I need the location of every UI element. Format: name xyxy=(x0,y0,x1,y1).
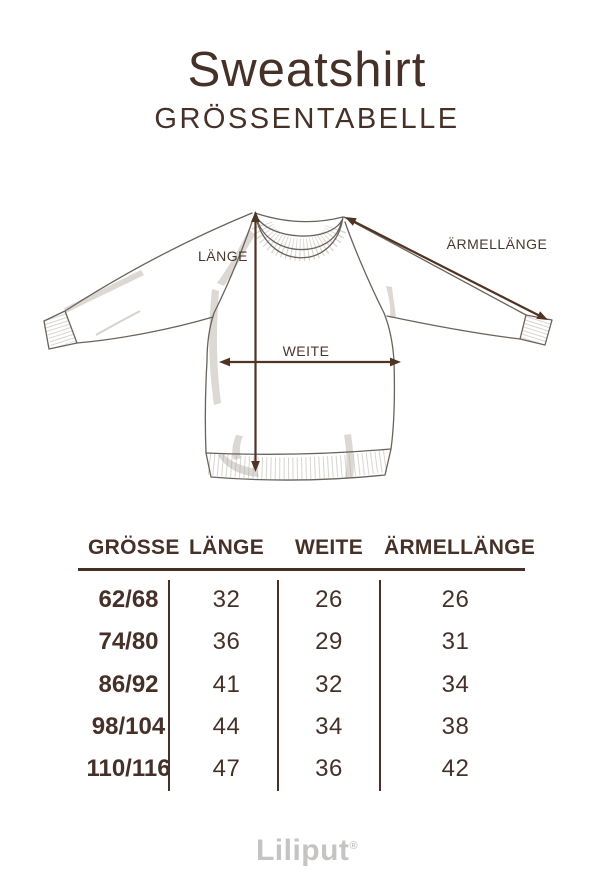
cell-weite: 26 xyxy=(315,586,343,614)
table-row xyxy=(78,706,527,748)
weite-label: WEITE xyxy=(282,343,330,359)
aermellaenge-label: ÄRMELLÄNGE xyxy=(446,236,548,252)
collar-arc-1 xyxy=(255,213,343,222)
cell-size: 86/92 xyxy=(98,670,159,698)
size-table xyxy=(78,536,536,807)
table-row xyxy=(78,664,527,706)
cell-laenge: 44 xyxy=(212,713,241,741)
cell-weite: 34 xyxy=(315,713,343,741)
table-header-row xyxy=(78,536,536,559)
registered-mark: ® xyxy=(349,840,359,852)
column-header-weite: WEITE xyxy=(295,536,363,559)
cell-size: 110/116 xyxy=(86,755,171,783)
table-row xyxy=(78,621,527,663)
brand-logo-text: Liliput xyxy=(255,834,350,867)
cell-aermellaenge: 31 xyxy=(441,628,470,656)
cell-laenge: 32 xyxy=(212,586,241,614)
column-header-laenge: LÄNGE xyxy=(189,536,264,559)
cell-laenge: 36 xyxy=(212,628,241,656)
column-header-aermellaenge: ÄRMELLÄNGE xyxy=(384,536,536,559)
fold-lines xyxy=(96,311,140,335)
right-raglan-and-body xyxy=(345,222,394,449)
laenge-label: LÄNGE xyxy=(198,248,248,264)
table-header-rule xyxy=(78,568,525,571)
cell-size: 98/104 xyxy=(91,713,166,741)
sweatshirt-measurement-diagram xyxy=(0,183,614,518)
brand-logo xyxy=(0,836,614,866)
column-header-groesse: GRÖSSE xyxy=(88,536,180,559)
page-title: Sweatshirt xyxy=(187,43,427,97)
left-cuff-seam xyxy=(65,311,77,343)
collar-arc-2 xyxy=(256,216,342,236)
fabric-shading xyxy=(64,229,396,479)
cell-aermellaenge: 26 xyxy=(441,586,470,614)
table-body xyxy=(78,579,527,790)
page-subtitle: GRÖSSENTABELLE xyxy=(154,103,460,135)
table-row xyxy=(78,579,527,621)
laenge-arrow xyxy=(251,211,260,472)
aermellaenge-arrow xyxy=(345,217,548,320)
cell-laenge: 47 xyxy=(212,755,241,783)
cell-laenge: 41 xyxy=(212,670,241,698)
cell-size: 74/80 xyxy=(98,628,159,656)
cell-weite: 36 xyxy=(315,755,343,783)
table-row xyxy=(78,748,527,790)
cell-aermellaenge: 38 xyxy=(441,713,470,741)
cell-weite: 29 xyxy=(315,628,343,656)
cell-aermellaenge: 34 xyxy=(441,670,470,698)
cell-weite: 32 xyxy=(315,670,343,698)
cell-aermellaenge: 42 xyxy=(441,755,470,783)
cell-size: 62/68 xyxy=(98,586,159,614)
